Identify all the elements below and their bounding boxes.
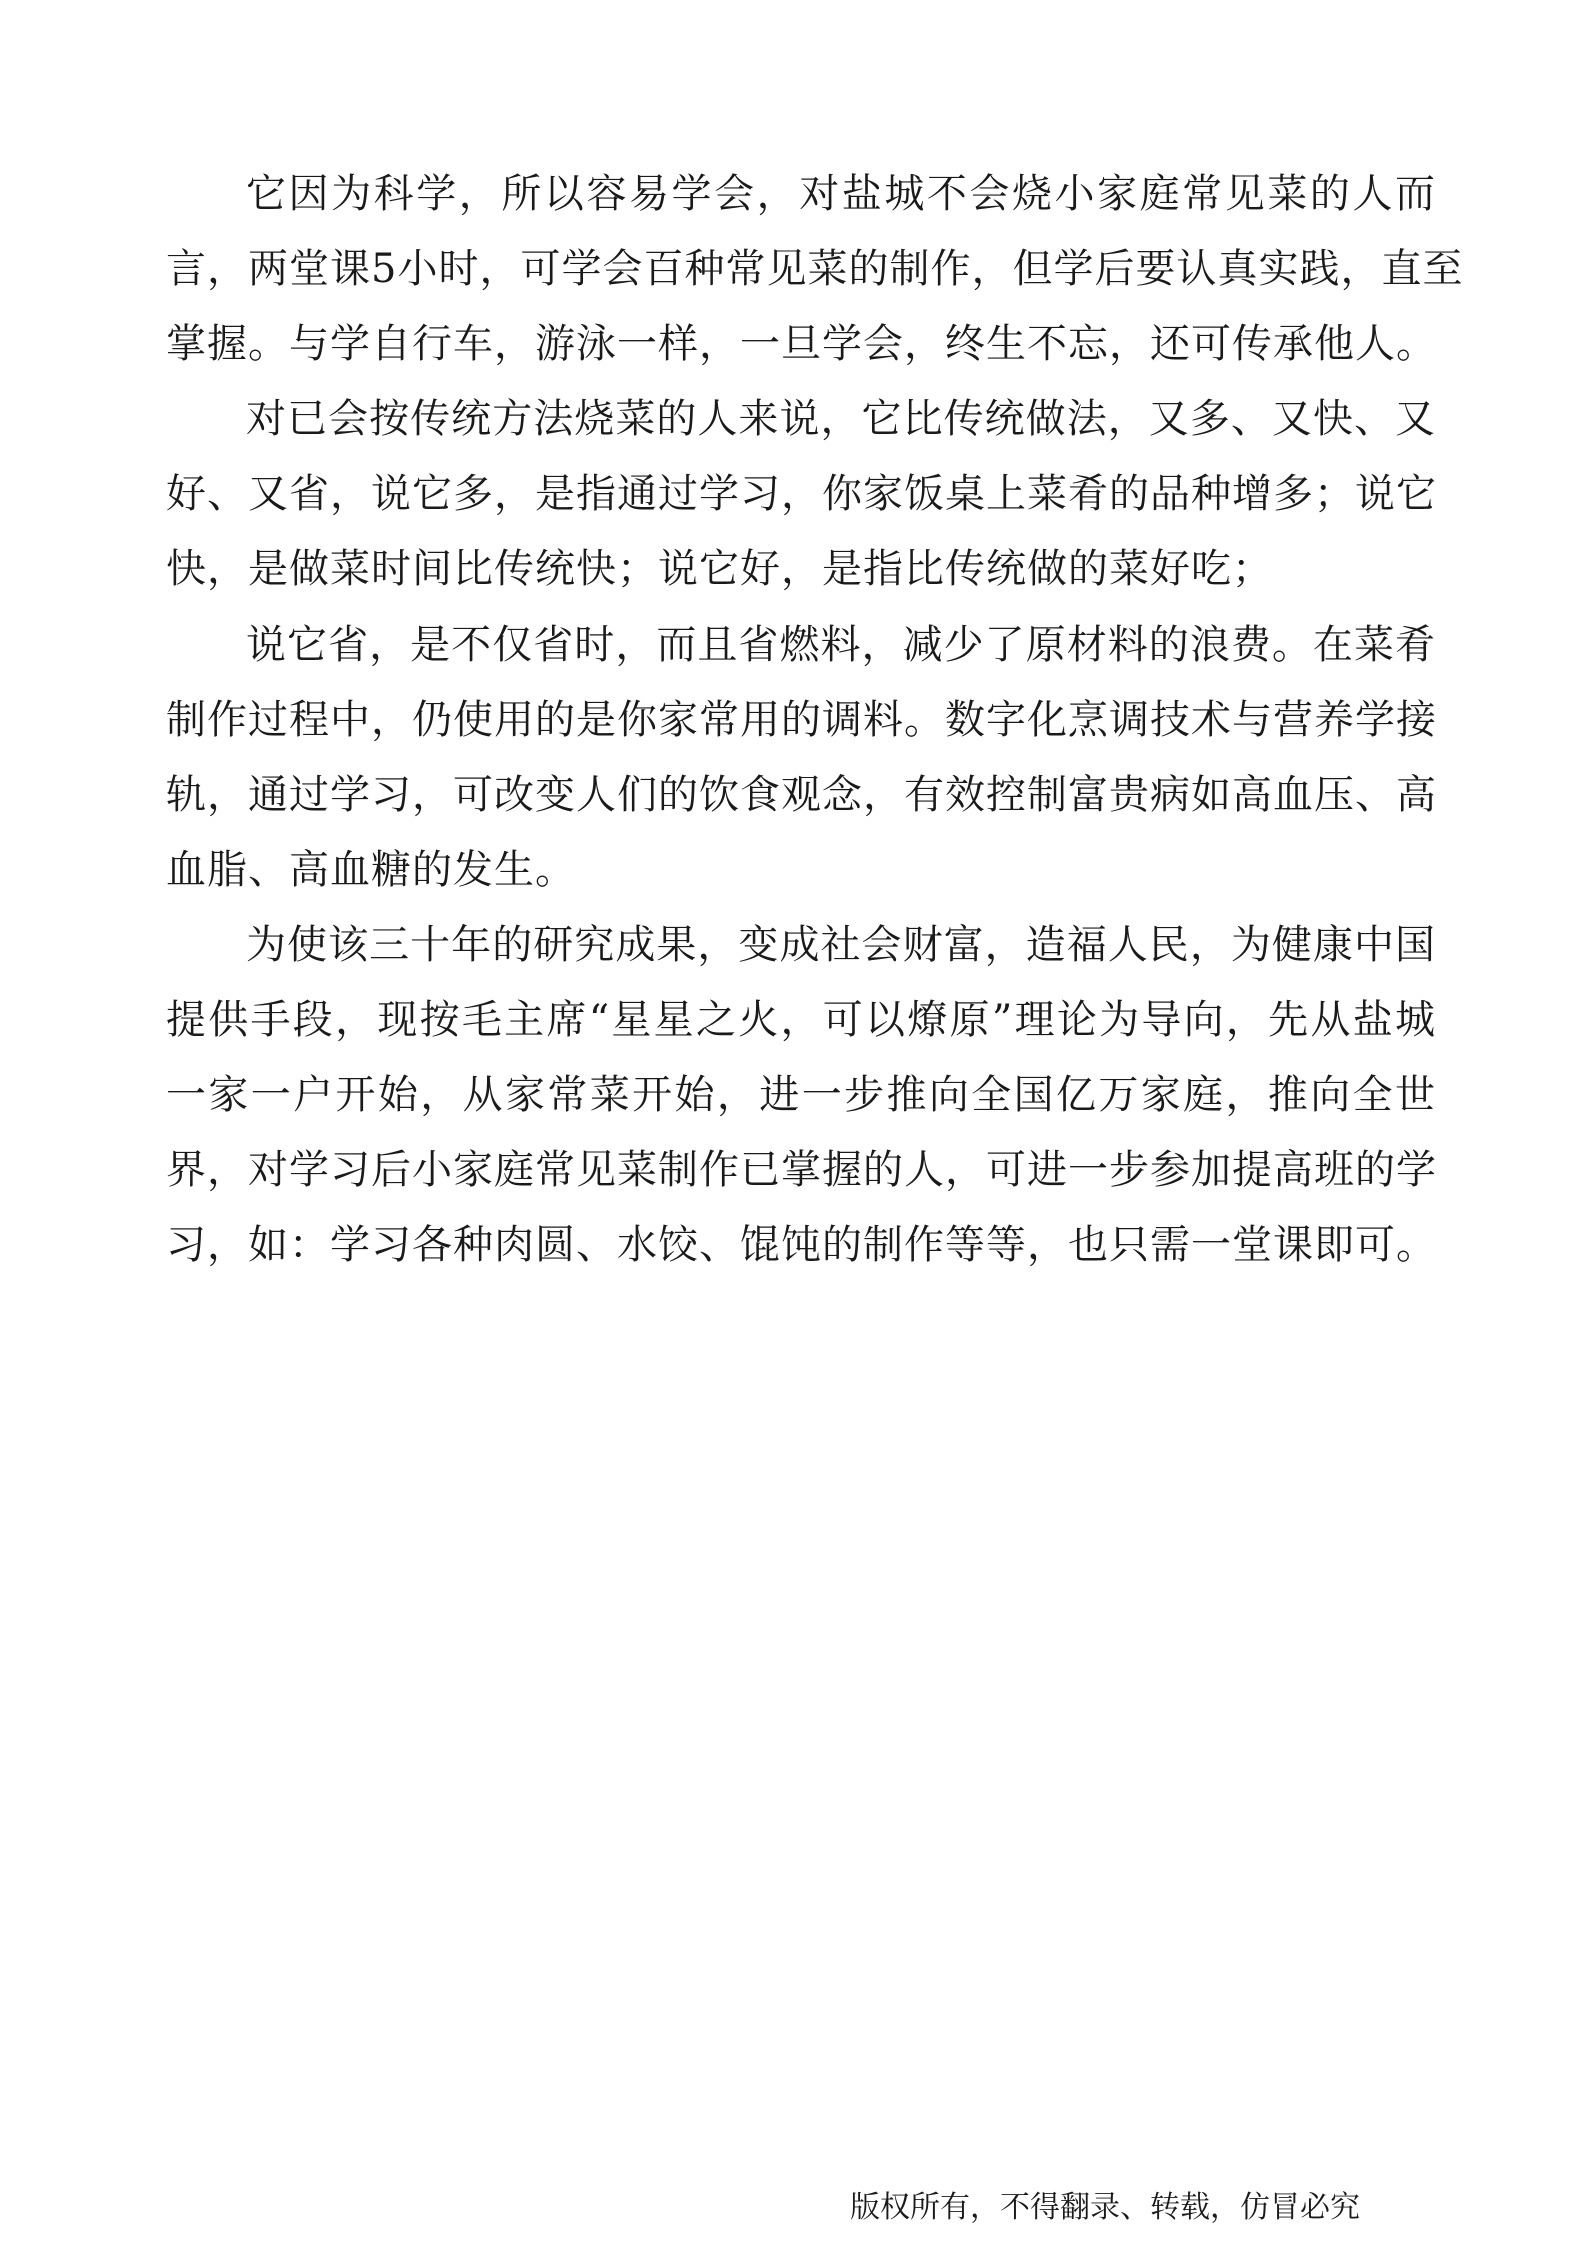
paragraph-line: 对已会按传统方法烧菜的人来说，它比传统做法，又多、又快、又 <box>246 396 1436 442</box>
copyright-footer: 版权所有，不得翻录、转载，仿冒必究 <box>850 2190 1360 2225</box>
paragraph-line: 为使该三十年的研究成果，变成社会财富，造福人民，为健康中国 <box>246 922 1436 968</box>
paragraph-line: 好、又省，说它多，是指通过学习，你家饭桌上菜肴的品种增多；说它 <box>166 471 1437 517</box>
paragraph-line: 制作过程中，仍使用的是你家常用的调料。数字化烹调技术与营养学接 <box>166 697 1437 743</box>
paragraph-line: 习，如：学习各种肉圆、水饺、馄饨的制作等等，也只需一堂课即可。 <box>166 1222 1437 1268</box>
paragraph-line: 轨，通过学习，可改变人们的饮食观念，有效控制富贵病如高血压、高 <box>166 772 1437 818</box>
paragraph-line: 一家一户开始，从家常菜开始，进一步推向全国亿万家庭，推向全世 <box>166 1072 1436 1118</box>
paragraph-line: 说它省，是不仅省时，而且省燃料，减少了原材料的浪费。在菜肴 <box>246 622 1436 668</box>
paragraph-line: 血脂、高血糖的发生。 <box>166 847 576 893</box>
paragraph-line: 掌握。与学自行车，游泳一样，一旦学会，终生不忘，还可传承他人。 <box>166 321 1437 367</box>
paragraph-line: 快，是做菜时间比传统快；说它好，是指比传统做的菜好吃； <box>166 546 1273 592</box>
paragraph-line: 它因为科学，所以容易学会，对盐城不会烧小家庭常见菜的人而 <box>246 171 1436 217</box>
paragraph-line: 提供手段，现按毛主席“星星之火，可以燎原”理论为导向，先从盐城 <box>166 997 1436 1043</box>
paragraph-line: 言，两堂课5小时，可学会百种常见菜的制作，但学后要认真实践，直至 <box>166 246 1464 292</box>
paragraph-line: 界，对学习后小家庭常见菜制作已掌握的人，可进一步参加提高班的学 <box>166 1147 1437 1193</box>
